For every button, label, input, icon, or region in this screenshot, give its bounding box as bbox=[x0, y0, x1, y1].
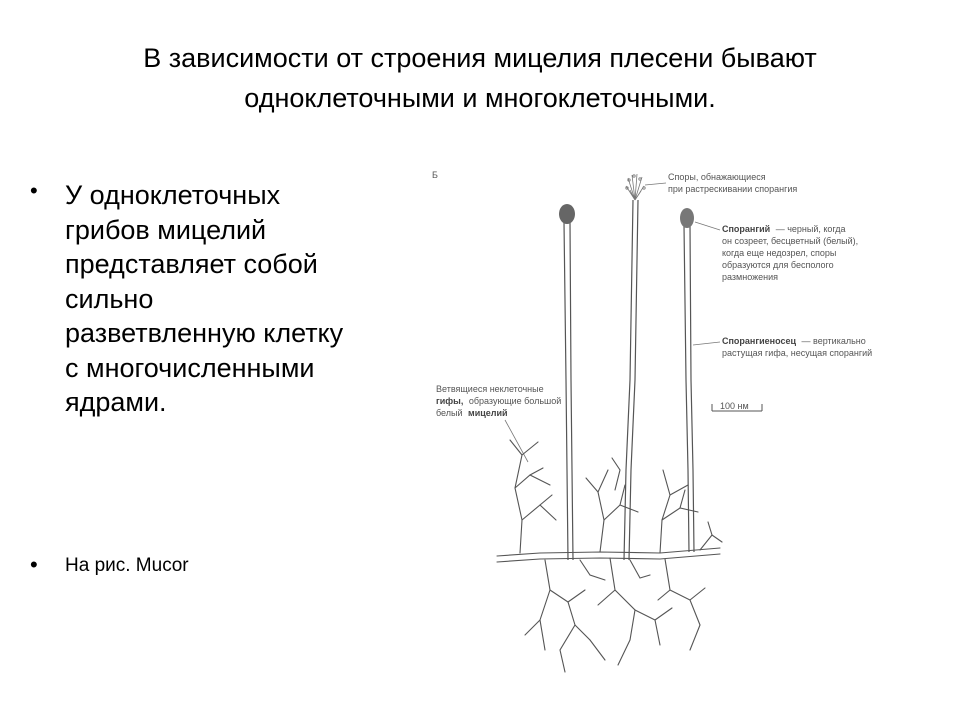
hyphae-label-rest: образующие большой bbox=[468, 396, 562, 406]
bullet-marker: • bbox=[30, 552, 38, 577]
bullet-line: разветвленную клетку bbox=[65, 318, 344, 348]
bullet-text bbox=[65, 178, 343, 420]
bullet-line: представляет собой bbox=[65, 249, 318, 279]
hyphae-label-white: белый bbox=[436, 408, 463, 418]
bullet-line: У одноклеточных bbox=[65, 180, 281, 210]
sporangiophores bbox=[564, 200, 694, 560]
sporangium-term: Спорангий bbox=[722, 224, 771, 234]
sporangium-desc-2: он созреет, бесцветный (белый), bbox=[722, 236, 859, 246]
spores-label-line-1: Споры, обнажающиеся bbox=[668, 172, 766, 182]
spores-label-line-2: при растрескивании спорангия bbox=[668, 184, 798, 194]
bullet-line: ядрами. bbox=[65, 387, 167, 417]
bullet-text: На рис. Mucor bbox=[65, 555, 189, 576]
hyphae-label-line-3 bbox=[436, 408, 508, 418]
hyphae-term: гифы, bbox=[436, 396, 464, 406]
sporangium-label bbox=[722, 224, 846, 234]
panel-letter: Б bbox=[432, 170, 438, 180]
sporangium-desc-3: когда еще недозрел, споры bbox=[722, 248, 837, 258]
sporangiophore-desc-1: — вертикально bbox=[801, 336, 866, 346]
sporangium-desc-1: — черный, когда bbox=[775, 224, 846, 234]
scale-bar bbox=[712, 401, 762, 411]
bullet-line: грибов мицелий bbox=[65, 214, 267, 245]
slide-title bbox=[40, 38, 920, 118]
mucor-diagram bbox=[415, 160, 890, 690]
title-line-1: В зависимости от строения мицелия плесени бывают bbox=[143, 43, 817, 73]
bullet-line: сильно bbox=[65, 283, 154, 314]
hyphae-label-line-1: Ветвящиеся неклеточные bbox=[436, 384, 544, 394]
sporangiophore-label bbox=[722, 336, 866, 346]
scale-bar-label: 100 нм bbox=[720, 401, 749, 411]
hyphae-term-mycelium: мицелий bbox=[468, 408, 508, 418]
sporangiophore-term: Спорангиеносец bbox=[722, 336, 797, 346]
sporangium-desc-4: образуются для бесполого bbox=[722, 260, 834, 270]
sporangium-desc-5: размножения bbox=[722, 272, 778, 282]
sporangium-left bbox=[559, 204, 575, 224]
hyphae-label-line-2 bbox=[436, 396, 561, 406]
title-line-2: одноклеточными и многоклеточными. bbox=[244, 83, 716, 113]
sporangium-right bbox=[680, 208, 694, 228]
sporangiophore-desc-2: растущая гифа, несущая спорангий bbox=[722, 348, 873, 358]
bullet-line: с многочисленными bbox=[65, 352, 315, 383]
bullet-marker: • bbox=[30, 178, 38, 203]
spores-burst bbox=[626, 174, 645, 200]
